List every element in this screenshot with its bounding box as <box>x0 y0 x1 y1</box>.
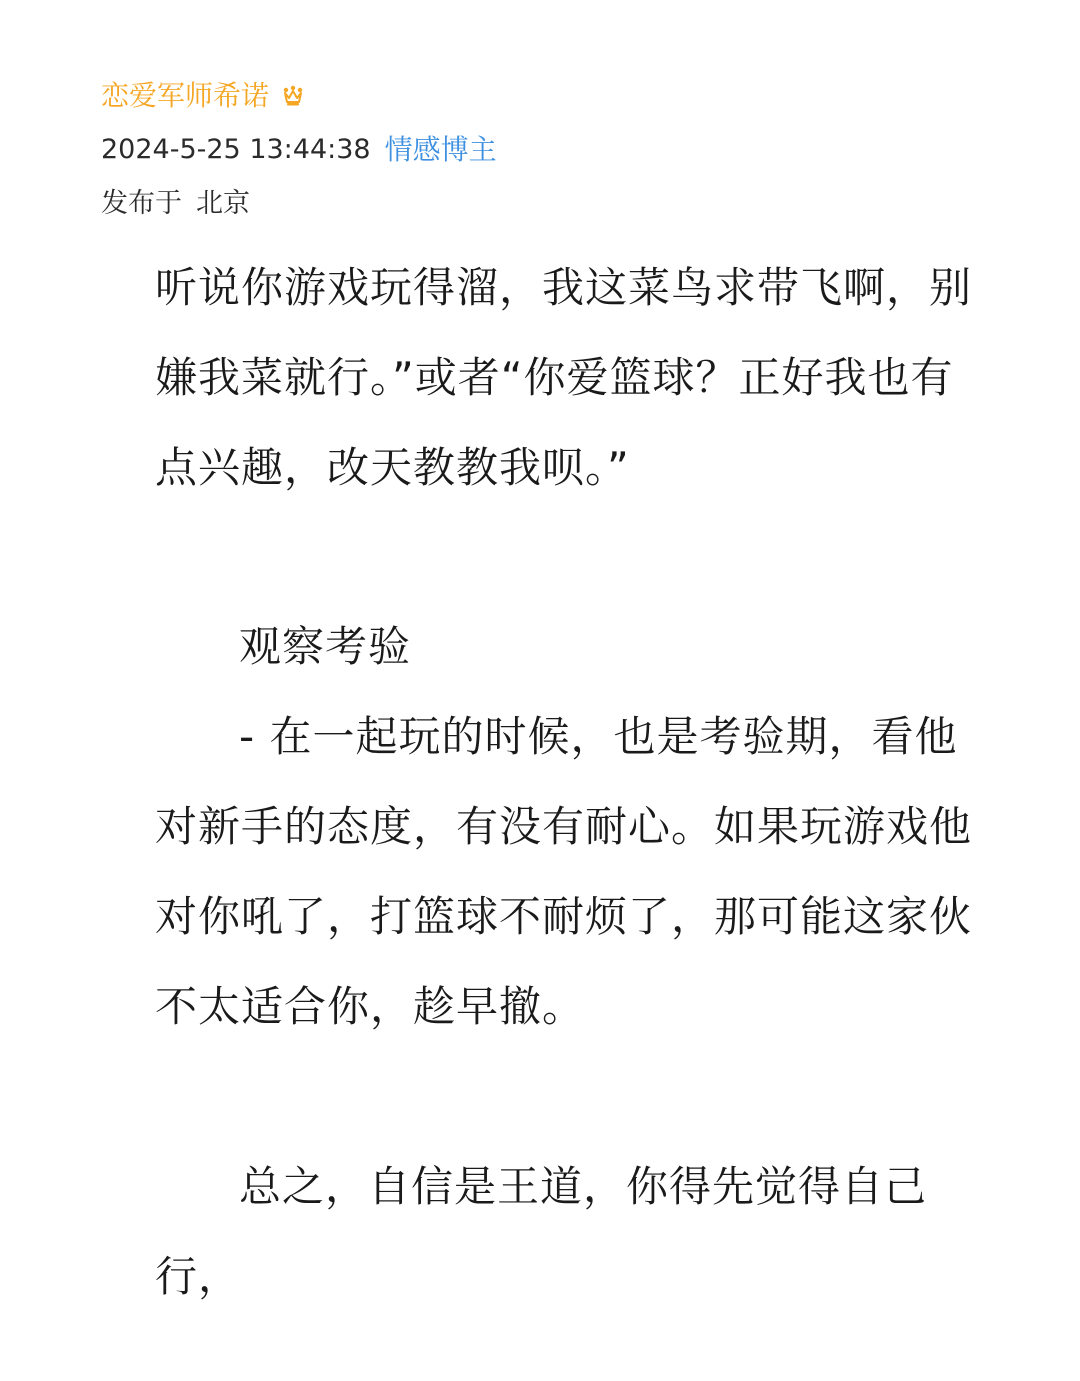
location-city: 北京 <box>196 188 250 219</box>
section-heading: 观察考验 <box>239 622 412 671</box>
author-badge[interactable]: 情感博主 <box>384 133 497 166</box>
post-timestamp: 2024-5-25 13:44:38 <box>101 134 371 165</box>
content-paragraph-2: - 在一起玩的时候，也是考验期，看他对新手的态度，有没有耐心。如果玩游戏他对你吼了，打篮球不耐烦了，那可能这家伙不太适合你，趁早撤。 <box>155 712 973 1031</box>
content-paragraph-3: 总之，自信是王道，你得先觉得自己行， <box>155 1162 928 1301</box>
location-prefix: 发布于 <box>101 188 182 219</box>
author-row <box>101 78 305 114</box>
author-name[interactable]: 恋爱军师希诺 <box>101 79 270 112</box>
content-paragraph-1: 听说你游戏玩得溜，我这菜鸟求带飞啊，别嫌我菜就行。”或者“你爱篮球？正好我也有点兴趣，改天教教我呗。” <box>155 263 973 492</box>
post-meta <box>101 132 497 168</box>
post-location <box>101 186 250 222</box>
crown-icon <box>281 84 305 108</box>
